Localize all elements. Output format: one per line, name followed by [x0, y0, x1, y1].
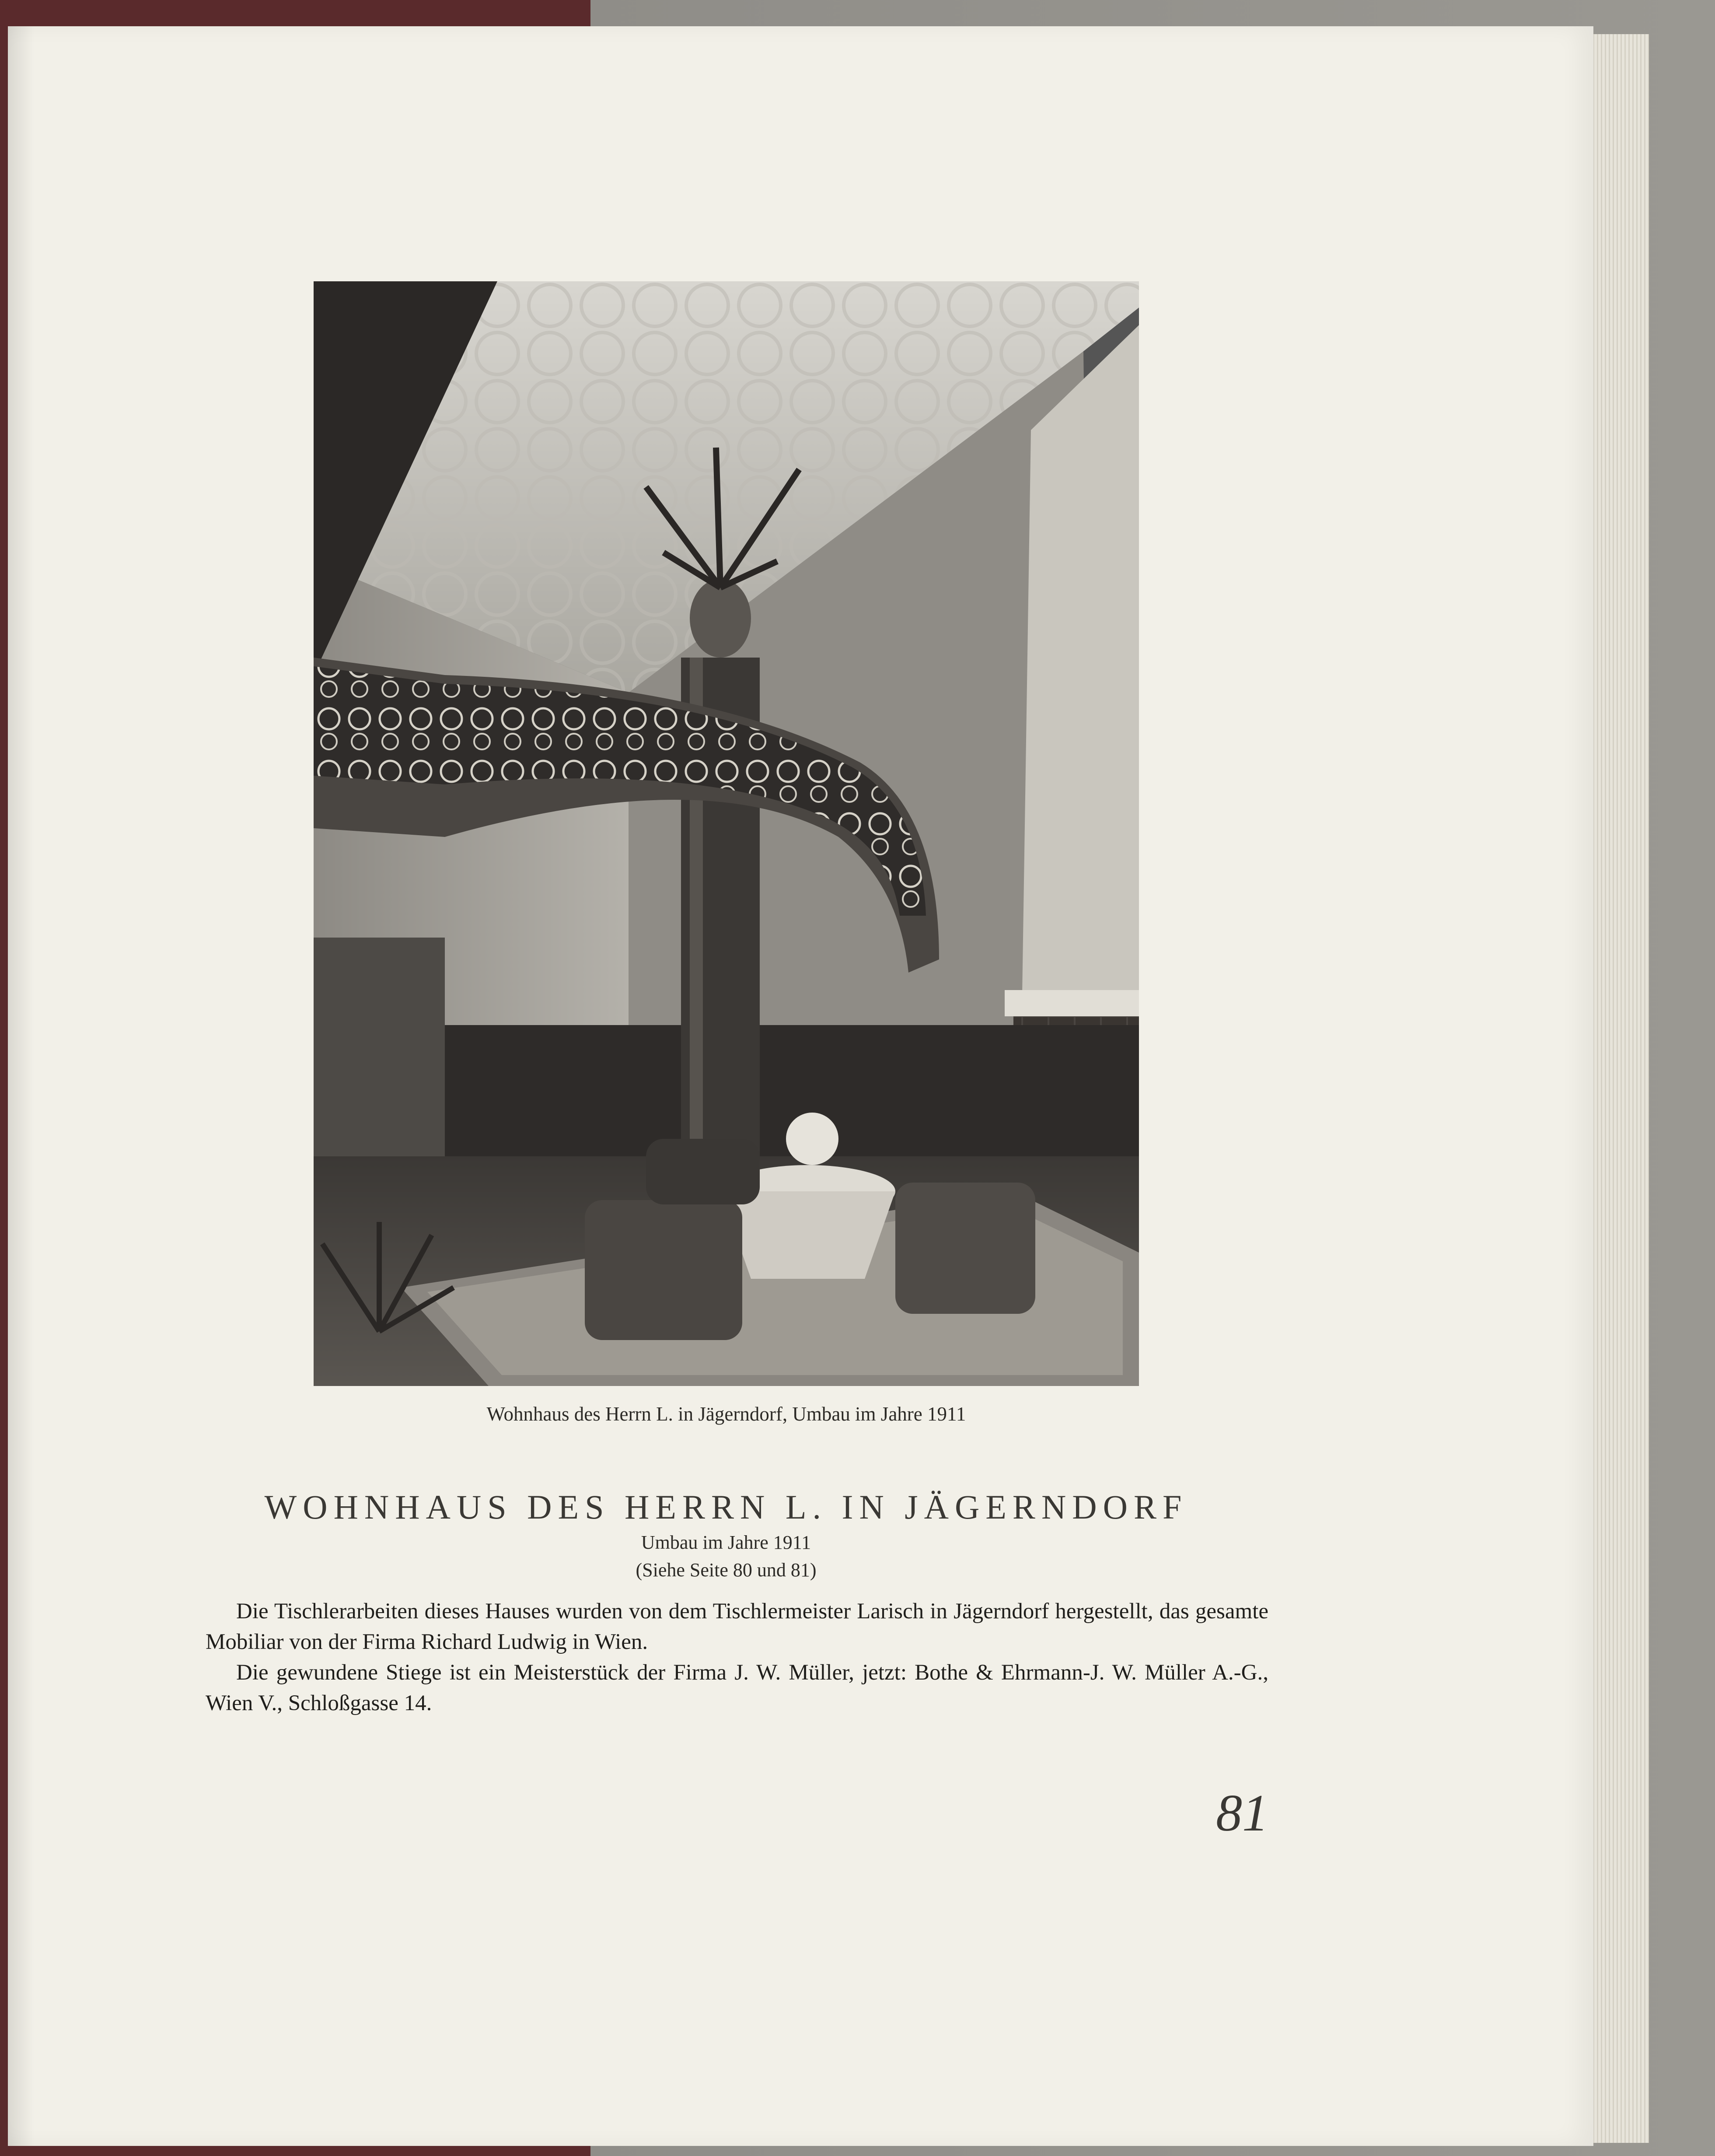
article-title: WOHNHAUS DES HERRN L. IN JÄGERNDORF	[264, 1488, 1188, 1526]
photo-caption: Wohnhaus des Herrn L. in Jägerndorf, Umbau im Jahre 1911	[486, 1403, 966, 1425]
spine-shadow	[8, 26, 34, 2146]
staircase-hall-photo	[314, 281, 1139, 1386]
body-paragraph: Die Tischlerarbeiten dieses Hauses wurden von dem Tischlermeister Larisch in Jägerndorf hergestellt, das gesamte Mobiliar von der Firma Richard Ludwig in Wien.	[206, 1599, 1268, 1654]
interior-photograph	[314, 281, 1139, 1386]
page-number: 81	[1216, 1784, 1268, 1842]
article-subtitle: Umbau im Jahre 1911	[641, 1532, 811, 1553]
page-reference: (Siehe Seite 80 und 81)	[636, 1559, 817, 1581]
body-paragraph: Die gewundene Stiege ist ein Meisterstück der Firma J. W. Müller, jetzt: Bothe & Ehrmann-J. W. Müller A.-G., Wien V., Schloßgasse 14.	[206, 1660, 1268, 1715]
article-body	[206, 1596, 1268, 1718]
